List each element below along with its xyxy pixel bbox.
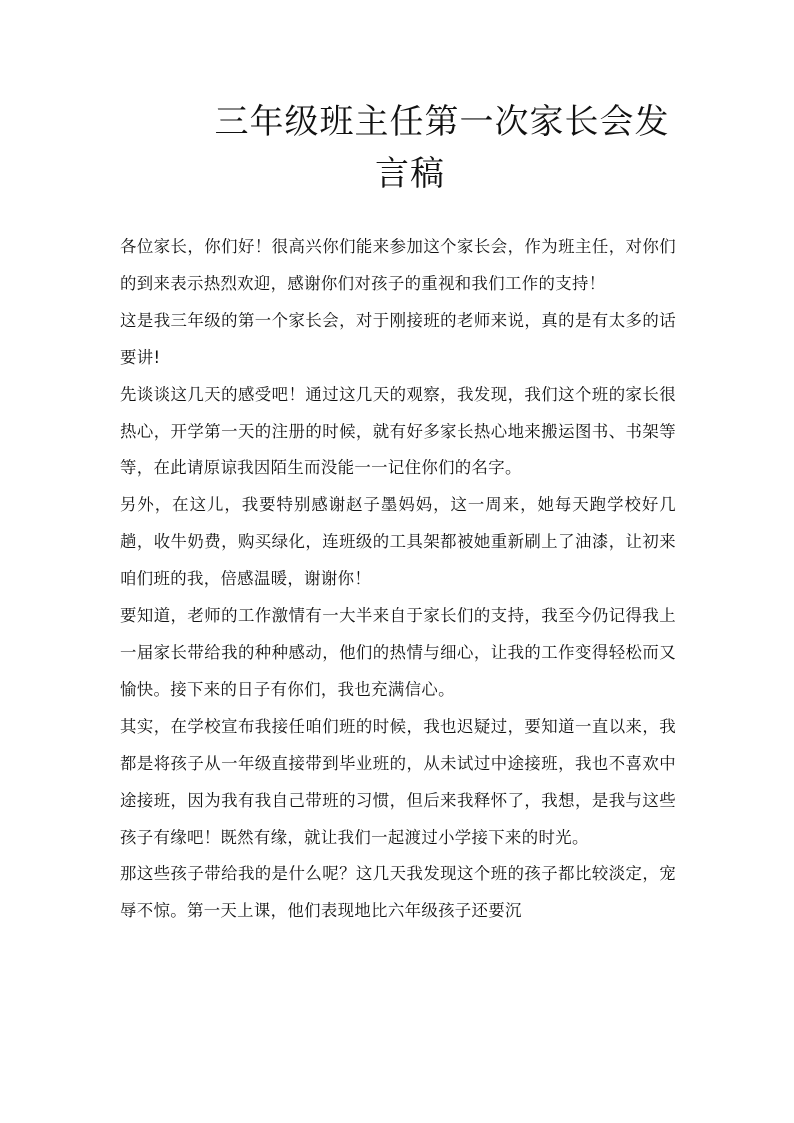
document-title	[120, 96, 674, 200]
paragraph: 这是我三年级的第一个家长会，对于刚接班的老师来说，真的是有太多的话要讲!	[120, 310, 676, 367]
paragraph: 先谈谈这几天的感受吧！通过这几天的观察，我发现，我们这个班的家长很热心，开学第一天的注册的时候，就有好多家长热心地来搬运图书、书架等等，在此请原谅我因陌生而没能一一记住你们的名字。	[120, 384, 676, 478]
paragraph: 各位家长，你们好！很高兴你们能来参加这个家长会，作为班主任，对你们的到来表示热烈欢迎，感谢你们对孩子的重视和我们工作的支持！	[120, 237, 676, 293]
paragraph: 其实，在学校宣布我接任咱们班的时候，我也迟疑过，要知道一直以来，我都是将孩子从一年级直接带到毕业班的，从未试过中途接班，我也不喜欢中途接班，因为我有我自己带班的习惯，但后来我释怀了，我想，是我与这些孩子有缘吧！既然有缘，就让我们一起渡过小学接下来的时光。	[120, 716, 676, 847]
document-title-line-1: 三年级班主任第一次家长会发	[214, 102, 670, 142]
paragraph: 要知道，老师的工作激情有一大半来自于家长们的支持，我至今仍记得我上一届家长带给我的种种感动，他们的热情与细心，让我的工作变得轻松而又愉快。接下来的日子有你们，我也充满信心。	[120, 606, 676, 699]
document-body	[120, 229, 676, 930]
paragraph: 另外，在这儿，我要特别感谢赵子墨妈妈，这一周来，她每天跑学校好几趟，收牛奶费，购买绿化，连班级的工具架都被她重新刷上了油漆，让初来咱们班的我，倍感温暖，谢谢你！	[120, 495, 676, 589]
paragraph: 那这些孩子带给我的是什么呢？这几天我发现这个班的孩子都比较淡定，宠辱不惊。第一天上课，他们表现地比六年级孩子还要沉	[120, 864, 676, 921]
document-title-line-2: 言稿	[375, 154, 445, 194]
